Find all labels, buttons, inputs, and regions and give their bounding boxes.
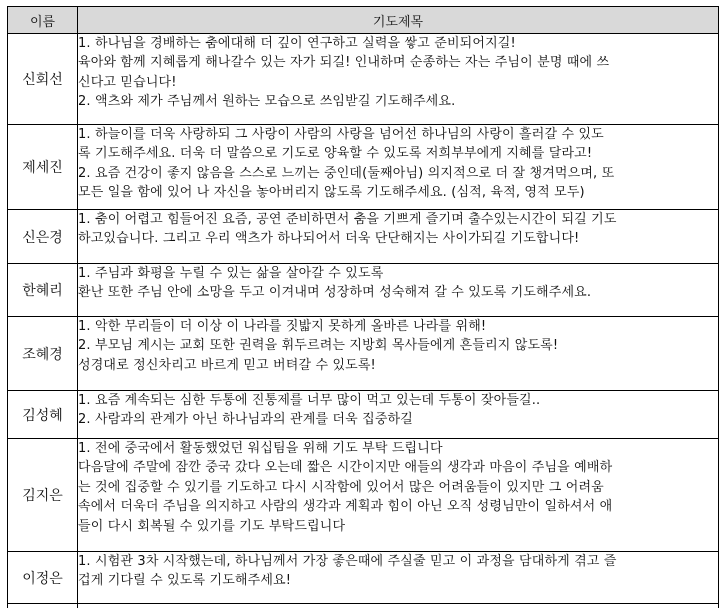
prayer-line: 2. 부모님 계시는 교회 또한 권력을 휘두르려는 지방회 목사들에게 흔들리지 않도록! [78,338,559,354]
row-prayer [78,34,719,125]
row-name: 신회선 [8,34,78,125]
row-prayer [78,125,719,210]
row-prayer [78,604,719,609]
row-name: 이정은 [8,552,78,604]
prayer-line: 1. 시험관 3차 시작했는데, 하나님께서 가장 좋은때에 주실줄 믿고 이 과정을 담대하게 겪고 즐 [78,554,617,569]
prayer-line: 1. 하나님을 경배하는 춤에대해 더 깊이 연구하고 실력을 쌓고 준비되어지길! [78,36,516,51]
table-row [8,125,719,210]
prayer-line: 하고있습니다. 그리고 우리 액츠가 하나되어서 더욱 단단해지는 사이가되길 기도합니다! [78,231,580,247]
prayer-line: 1. 하늘이를 더욱 사랑하되 그 사랑이 사람의 사랑을 넘어선 하나님의 사랑이 흘러갈 수 있도 [78,127,604,142]
prayer-line: 육아와 함께 지혜롭게 해나갈수 있는 자가 되길! 인내하며 순종하는 자는 주님이 분명 때에 쓰 [78,55,610,71]
row-prayer [78,439,719,552]
row-name [8,604,78,609]
prayer-line: 1. 악한 무리들이 더 이상 이 나라를 짓밟지 못하게 올바른 나라를 위해! [78,319,487,334]
prayer-line: 성경대로 정신차리고 바르게 믿고 버텨갈 수 있도록! [78,357,376,373]
table-row [8,264,719,317]
prayer-line: 다음달에 주말에 잠깐 중국 갔다 오는데 짧은 시간이지만 애들의 생각과 마음이 주님을 예배하 [78,460,613,476]
table-row [8,439,719,552]
prayer-line: 겁게 기다릴 수 있도록 기도해주세요! [78,573,292,589]
table-row-partial [8,604,719,609]
row-name: 신은경 [8,210,78,264]
prayer-line: 는 것에 집중할 수 있기를 기도하고 다시 시작함에 있어서 많은 어려움들이 있지만 그 어려움 [78,479,604,495]
prayer-line: 속에서 더욱더 주님을 의지하고 사람의 생각과 계획과 힘이 아닌 오직 성령님만이 일하셔서 애 [78,499,613,515]
prayer-request-table [7,6,719,608]
table-row [8,317,719,391]
row-name: 한혜리 [8,264,78,317]
prayer-line: 1. 춤이 어렵고 힘들어진 요즘, 공연 준비하면서 춤을 기쁘게 즐기며 출수있는시간이 되길 기도 [78,212,617,227]
prayer-line: 1. 주님과 화평을 누릴 수 있는 삶을 살아갈 수 있도록 [78,266,384,281]
row-name: 김성혜 [8,391,78,439]
prayer-line: 환난 또한 주님 안에 소망을 두고 이겨내며 성장하며 성숙해져 갈 수 있도록 기도해주세요. [78,285,592,301]
header-name: 이름 [8,7,78,34]
header-row [8,7,719,34]
header-prayer-title: 기도제목 [78,7,719,34]
row-prayer [78,264,719,317]
prayer-line: 2. 요즘 건강이 좋지 않음을 스스로 느끼는 중인데(둘째아님) 의지적으로 더 잘 챙겨먹으며, 또 [78,165,615,181]
prayer-line: 1. 전에 중국에서 활동했었던 워십팀을 위해 기도 부탁 드립니다 [78,441,443,456]
table-row [8,552,719,604]
table-row [8,34,719,125]
row-prayer [78,317,719,391]
prayer-line: 신다고 믿습니다! [78,74,177,90]
table-row [8,391,719,439]
prayer-line: 2. 액츠와 제가 주님께서 원하는 모습으로 쓰임받길 기도해주세요. [78,94,456,110]
row-name: 김지은 [8,439,78,552]
row-name: 조혜경 [8,317,78,391]
prayer-line: 1. 요즘 계속되는 심한 두통에 진통제를 너무 많이 먹고 있는데 두통이 잦아들길.. [78,393,541,408]
row-prayer [78,552,719,604]
prayer-line: 2. 사람과의 관계가 아닌 하나님과의 관계를 더욱 집중하길 [78,412,413,428]
row-prayer [78,391,719,439]
prayer-line: 록 기도해주세요. 더욱 더 말씀으로 기도로 양육할 수 있도록 저희부부에게 지혜를 달라고! [78,146,593,162]
prayer-line: 모든 일을 함에 있어 나 자신을 놓아버리지 않도록 기도해주세요. (심적, 육적, 영적 모두) [78,185,585,201]
row-prayer [78,210,719,264]
table-row [8,210,719,264]
prayer-line: 들이 다시 회복될 수 있기를 기도 부탁드립니다 [78,518,346,534]
row-name: 제세진 [8,125,78,210]
